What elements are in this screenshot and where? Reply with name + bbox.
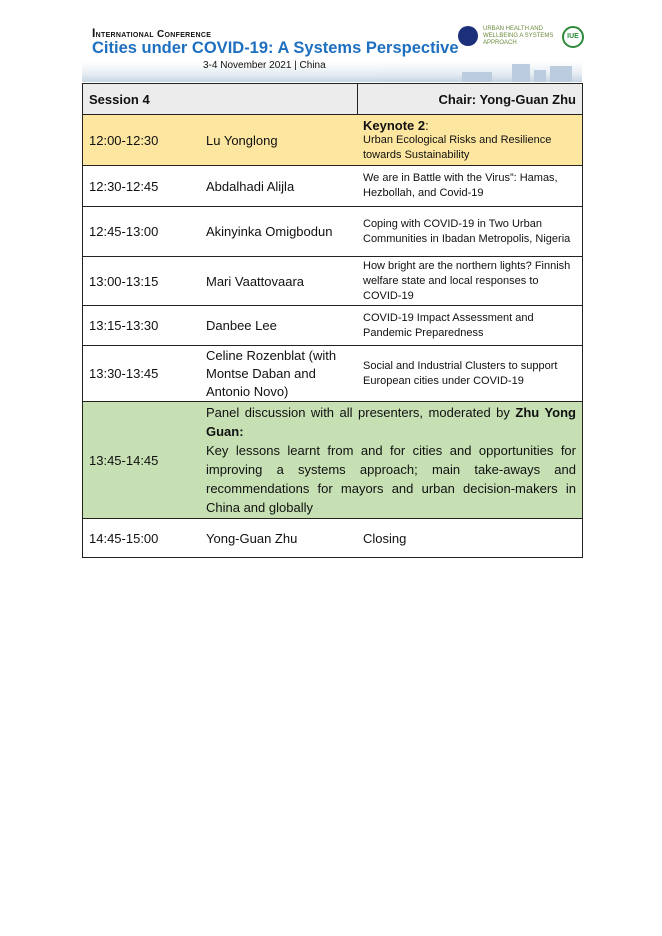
conference-label: International Conference [92, 26, 212, 40]
speaker: Mari Vaattovaara [200, 257, 357, 306]
speaker: Akinyinka Omigbodun [200, 207, 357, 257]
time: 13:00-13:15 [83, 257, 201, 306]
conference-date: 3-4 November 2021 | China [203, 60, 326, 71]
table-row [83, 115, 583, 166]
table-row [83, 346, 583, 402]
speaker: Yong-Guan Zhu [200, 519, 357, 558]
time: 14:45-15:00 [83, 519, 201, 558]
keynote-label: Keynote 2 [363, 117, 426, 133]
topic: Social and Industrial Clusters to support European cities under COVID-19 [357, 346, 583, 402]
conference-title: Cities under COVID-19: A Systems Perspective [92, 39, 459, 57]
urban-health-logo: URBAN HEALTH AND WELLBEING A SYSTEMS APPROACH [483, 26, 554, 46]
time: 12:00-12:30 [83, 115, 201, 166]
time: 13:45-14:45 [83, 402, 201, 519]
topic: Closing [357, 519, 583, 558]
table-row [83, 257, 583, 306]
session-table [82, 83, 583, 558]
iue-logo: IUE [562, 26, 584, 48]
table-row [83, 166, 583, 207]
skyline-banner [82, 62, 582, 82]
time: 13:30-13:45 [83, 346, 201, 402]
university-logo [458, 26, 478, 46]
session-chair: Chair: Yong-Guan Zhu [357, 84, 583, 115]
speaker: Abdalhadi Alijla [200, 166, 357, 207]
topic: Coping with COVID-19 in Two Urban Communities in Ibadan Metropolis, Nigeria [357, 207, 583, 257]
table-row [83, 207, 583, 257]
closing-row [83, 519, 583, 558]
topic: Keynote 2: Urban Ecological Risks and Resilience towards Sustainability [357, 115, 583, 166]
time: 12:30-12:45 [83, 166, 201, 207]
topic: How bright are the northern lights? Finnish welfare state and local responses to COVID-19 [357, 257, 583, 306]
table-row [83, 306, 583, 346]
time: 13:15-13:30 [83, 306, 201, 346]
panel-moderator: Zhu Yong Guan: [206, 405, 576, 439]
time: 12:45-13:00 [83, 207, 201, 257]
speaker: Danbee Lee [200, 306, 357, 346]
panel-row [83, 402, 583, 519]
speaker: Lu Yonglong [200, 115, 357, 166]
speaker: Celine Rozenblat (with Montse Daban and Antonio Novo) [200, 346, 357, 402]
topic: We are in Battle with the Virus”: Hamas, Hezbollah, and Covid-19 [357, 166, 583, 207]
panel-intro: Panel discussion with all presenters, moderated by [206, 405, 516, 420]
session-label: Session 4 [83, 84, 358, 115]
panel-description [200, 402, 583, 519]
panel-text: Key lessons learnt from and for cities and opportunities for improving a systems approach; main take-aways and recommendations for mayors and urban decision-makers in China and globally [206, 443, 576, 515]
session-header-row [83, 84, 583, 115]
topic-text: Urban Ecological Risks and Resilience towards Sustainability [363, 133, 552, 161]
topic: COVID-19 Impact Assessment and Pandemic Preparedness [357, 306, 583, 346]
